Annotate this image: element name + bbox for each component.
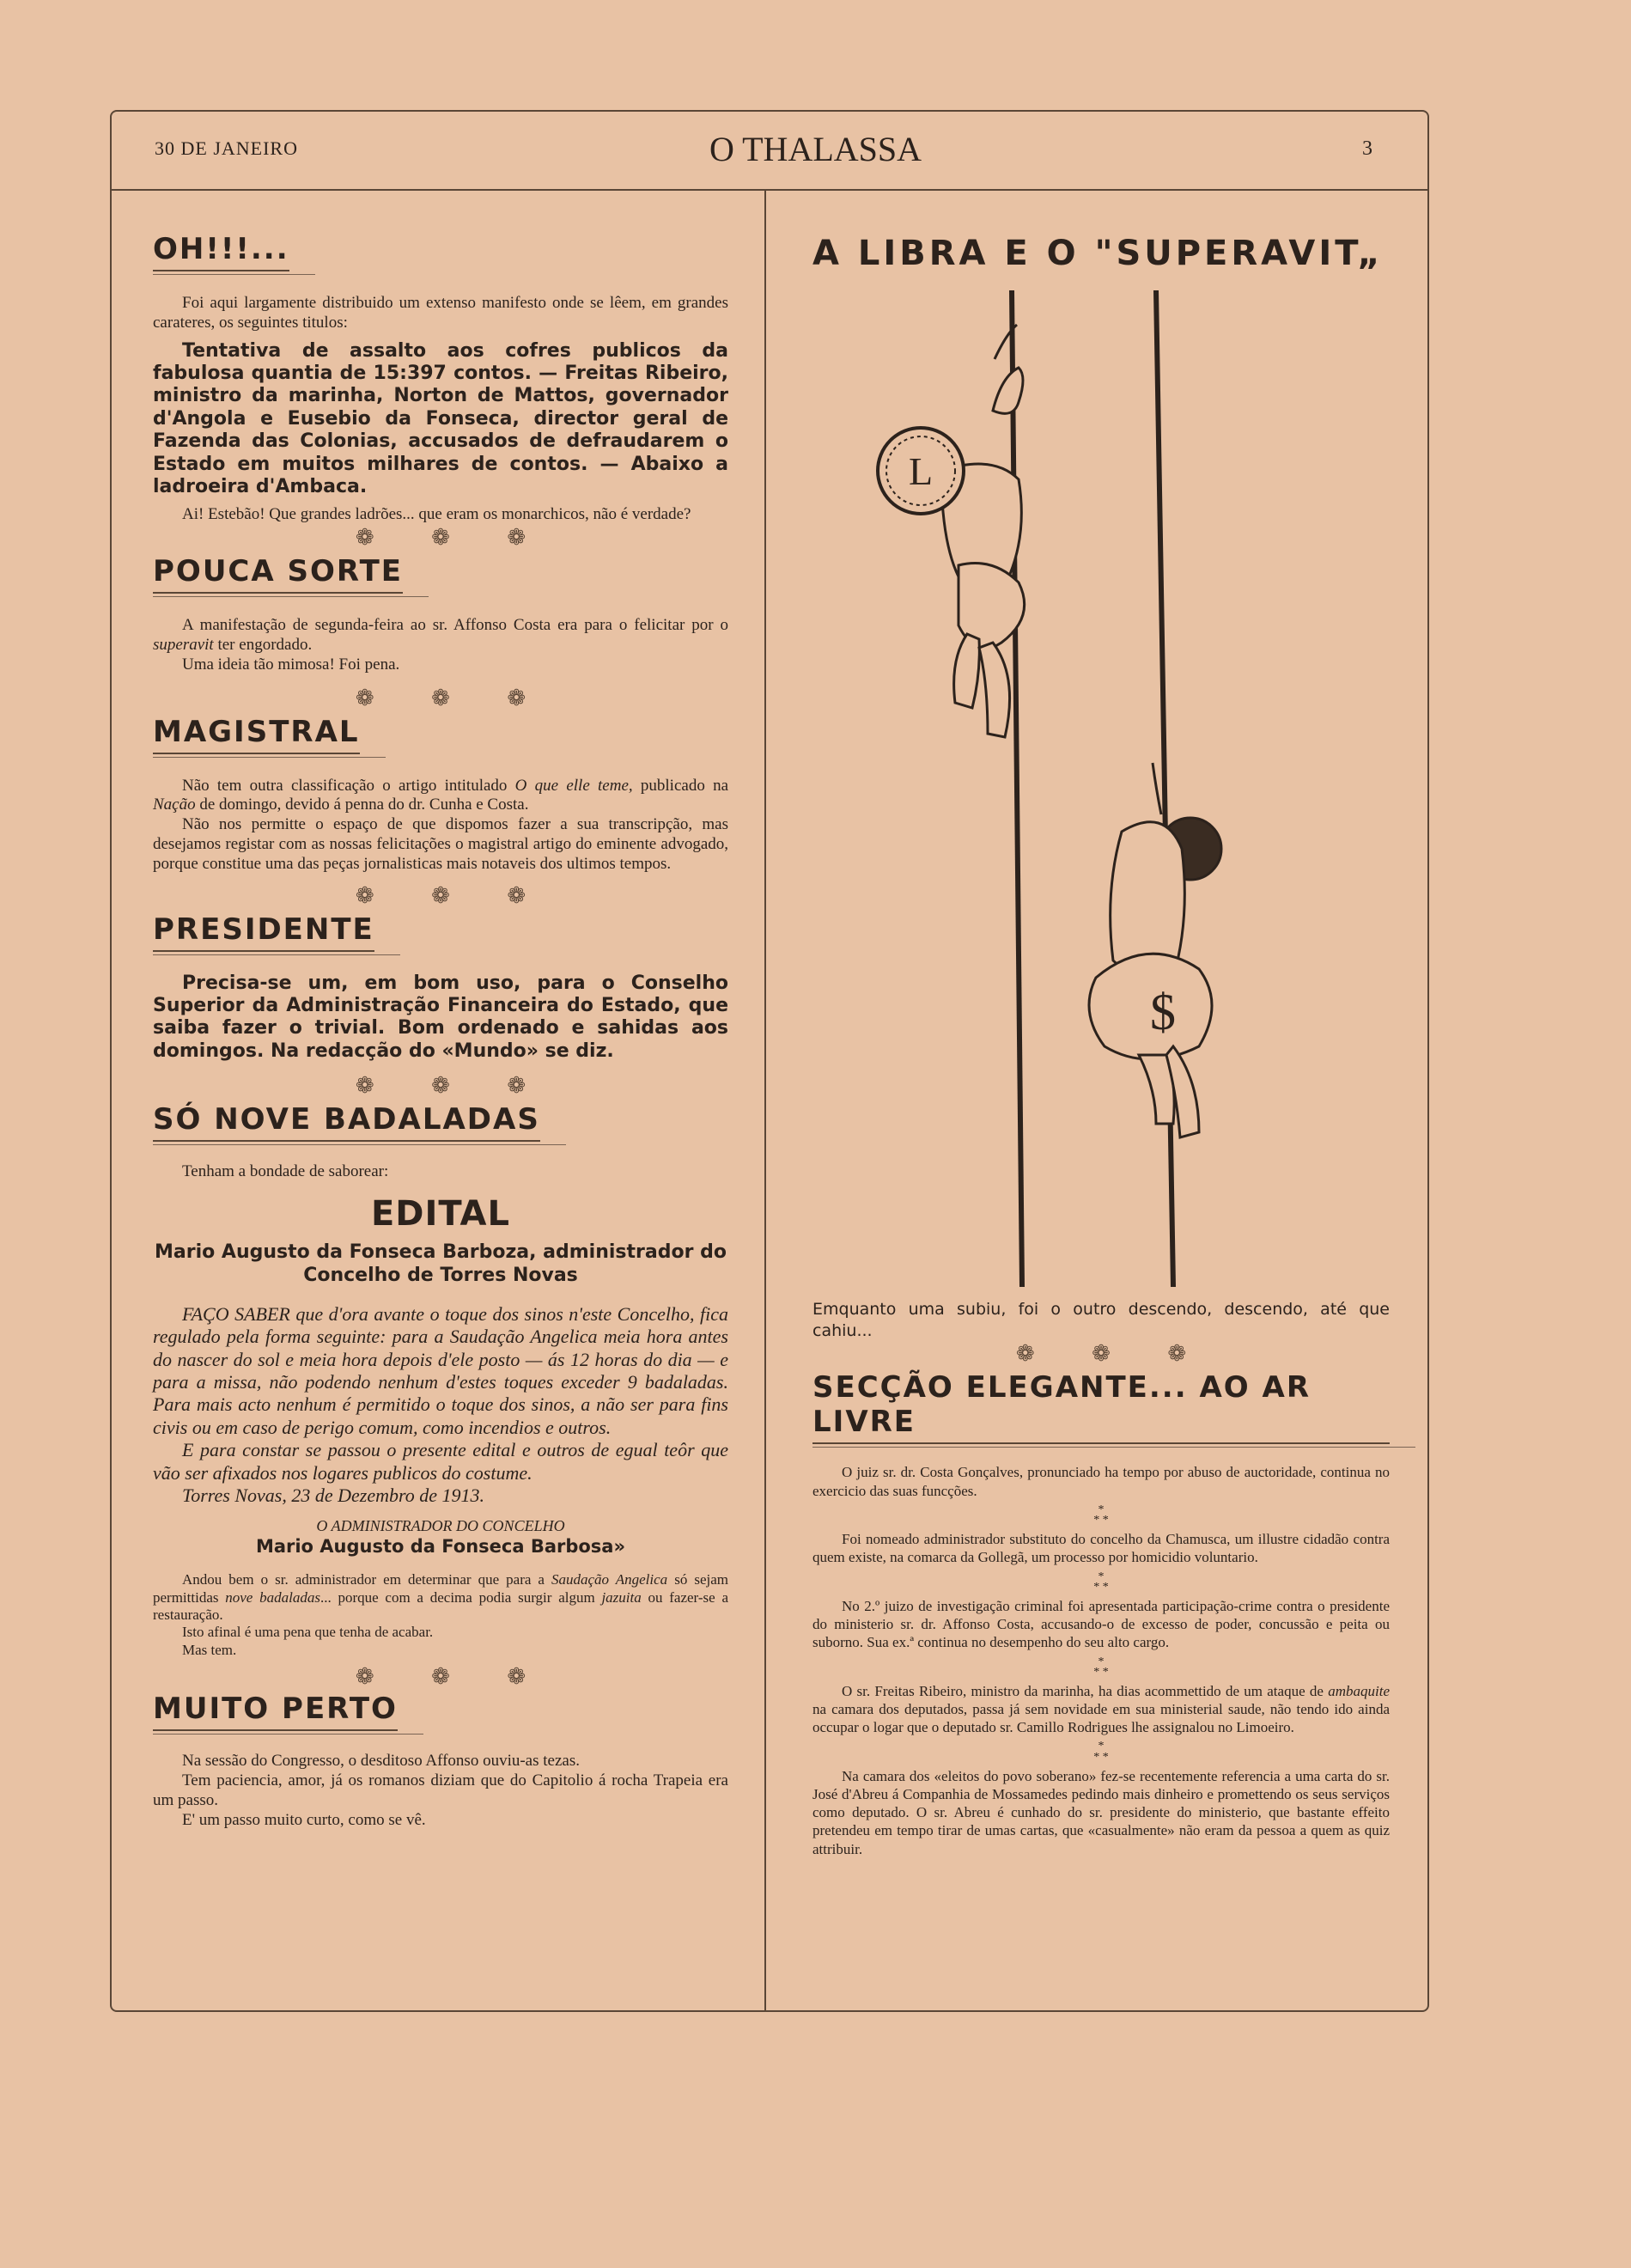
article-so-nove-badaladas [153,1102,728,1659]
signature-name: Mario Augusto da Fonseca Barbosa» [255,1535,626,1557]
article-paragraph: E' um passo muito curto, como se vê. [182,1810,426,1829]
article-paragraph: Foi nomeado administrador substituto do concelho da Chamusca, um illustre cidadão contra quem existe, na comarca da Gollegã, um processo por homicidio voluntario. [812,1531,1390,1566]
coin-letter: L [908,449,934,493]
article-title: OH!!!... [153,232,289,271]
climbing-man-icon [941,325,1025,737]
right-column [812,198,1390,1858]
article-paragraph: Mas tem. [182,1641,237,1658]
ornament-divider: ❁ ❁ ❁ [355,525,526,551]
article-paragraph: Precisa-se um, em bom uso, para o Conselho Superior da Administração Financeira do Estado, que saiba fazer o trivial. Bom ordenado e sahidas aos domingos. Na redacção do «Mundo» se diz. [153,972,728,1062]
article-oh [153,232,728,525]
article-paragraph: A manifestação de segunda-feira ao sr. Affonso Costa era para o felicitar por o superavit ter engordado. [153,616,728,654]
asterism: * * * [1093,1570,1109,1594]
asterism: * * * [1093,1740,1109,1765]
edital-heading: EDITAL [370,1193,511,1234]
bag-symbol: $ [1150,984,1176,1040]
left-column [153,198,728,1830]
cartoon-illustration [812,282,1390,1296]
article-title: POUCA SORTE [153,554,403,594]
coin-icon [878,428,964,514]
article-paragraph: No 2.º juizo de investigação criminal foi apresentada participação-crime contra o presidente do ministerio sr. dr. Affonso Costa, accusando-o de excesso de poder, concussão e peita ou suborno. Sua ex.ª continua no desempenho do seu alto cargo. [812,1597,1390,1651]
article-title: PRESIDENTE [153,912,374,952]
page-number: 3 [1362,137,1372,160]
article-paragraph: Não nos permitte o espaço de que dispomos fazer a sua transcripção, mas desejamos registar com as nossas felicitações o magistral artigo do eminente advogado, porque constitue uma das peças jornalisticas mais notaveis dos ultimos tempos. [153,815,728,873]
falling-man-icon [1089,763,1221,1137]
cartoon-title: A LIBRA E O "SUPERAVIT„ [812,234,1384,273]
manifesto-headlines: Tentativa de assalto aos cofres publicos da fabulosa quantia de 15:397 contos. — Freitas Ribeiro, ministro da marinha, Norton de Mattos, governador d'Angola e Eusebio da Fonseca, director geral de Fazenda das Colonias, accusados de defraudarem o Estado em muitos milhares de contos. — Abaixo a ladroeira d'Ambaca. [153,339,728,497]
ornament-divider: ❁ ❁ ❁ [1015,1341,1187,1367]
article-title: MAGISTRAL [153,715,360,754]
article-seccao-elegante [812,1370,1390,1858]
article-muito-perto [153,1692,728,1830]
ornament-divider: ❁ ❁ ❁ [355,1664,526,1690]
signature-role: O ADMINISTRADOR DO CONCELHO [316,1517,565,1535]
article-paragraph: Andou bem o sr. administrador em determinar que para a Saudação Angelica só sejam permittidas nove badaladas... porque com a decima podia surgir algum jazuita ou fazer-se a restauração. [153,1571,729,1623]
article-paragraph: Na sessão do Congresso, o desditoso Affonso ouviu-as tezas. [182,1752,580,1771]
article-paragraph: Não tem outra classificação o artigo intitulado O que elle teme, publicado na Nação de domingo, devido á penna do dr. Cunha e Costa. [153,776,729,814]
article-intro: Tenham a bondade de saborear: [182,1162,389,1181]
header-rule [112,189,1427,191]
article-pouca-sorte [153,554,728,674]
cartoon-caption: Emquanto uma subiu, foi o outro descendo, descendo, até que cahiu... [812,1300,1390,1340]
asterism: * * * [1093,1503,1109,1527]
edital-date: Torres Novas, 23 de Dezembro de 1913. [182,1484,484,1506]
edital-body: FAÇO SABER que d'ora avante o toque dos sinos n'este Concelho, fica regulado pela forma seguinte: para a Saudação Angelica meia hora antes do nascer do sol e meia hora depois d'ele posto — ás 12 horas do dia — e para a missa, não podendo nenhum d'estes toques exceder 9 badaladas. Para mais acto nenhum é permitido o toque dos sinos, a não ser para fins civis ou em caso de perigo comum, como incendios e outros. [153,1302,728,1438]
article-title: SECÇÃO ELEGANTE... AO AR LIVRE [812,1370,1390,1444]
article-paragraph: O sr. Freitas Ribeiro, ministro da marinha, ha dias acommettido de um ataque de ambaquite na camara dos deputados, passa já sem novidade em sua ministerial saude, não tendo ido ainda occupar o logar que o deputado sr. Camillo Rodrigues lhe assignalou no Limoeiro. [812,1682,1390,1736]
article-paragraph: Uma ideia tão mimosa! Foi pena. [182,655,400,674]
asterism: * * * [1093,1655,1109,1680]
header-date: 30 DE JANEIRO [155,137,298,159]
edital-subtitle: Mario Augusto da Fonseca Barboza, administrador do Concelho de Torres Novas [155,1241,727,1287]
column-divider [764,191,766,2010]
article-magistral [153,715,728,875]
ornament-divider: ❁ ❁ ❁ [355,882,526,908]
article-paragraph: O juiz sr. dr. Costa Gonçalves, pronunciado ha tempo por abuso de auctoridade, continua no exercicio das suas funcções. [812,1464,1390,1499]
article-paragraph: Na camara dos «eleitos do povo soberano» fez-se recentemente referencia a uma carta do sr. José d'Abreu á Companhia de Mossamedes pedindo mais dinheiro e promettendo os seus serviços como deputado. O sr. Abreu é cunhado do sr. presidente do ministerio, que bastante effeito pretendeu em tempo tirar de umas cartas, que «casualmente» não eram da pessoa a quem as quiz attribuir. [812,1767,1390,1857]
ornament-divider: ❁ ❁ ❁ [355,1073,526,1099]
article-paragraph: Foi aqui largamente distribuido um extenso manifesto onde se lêem, em grandes carateres, os seguintes titulos: [153,294,728,332]
article-paragraph: Tem paciencia, amor, já os romanos diziam que do Capitolio á rocha Trapeia era um passo. [153,1771,728,1809]
ornament-divider: ❁ ❁ ❁ [355,685,526,710]
newspaper-title: O THALASSA [709,130,922,168]
article-presidente [153,912,728,1064]
article-title: SÓ NOVE BADALADAS [153,1102,540,1142]
article-paragraph: Isto afinal é uma pena que tenha de acabar. [182,1624,434,1641]
article-title: MUITO PERTO [153,1692,398,1731]
edital-body: E para constar se passou o presente edital e outros de egual teôr que vão ser afixados nos logares publicos do costume. [153,1439,728,1484]
article-paragraph: Ai! Estebão! Que grandes ladrões... que eram os monarchicos, não é verdade? [182,505,691,524]
